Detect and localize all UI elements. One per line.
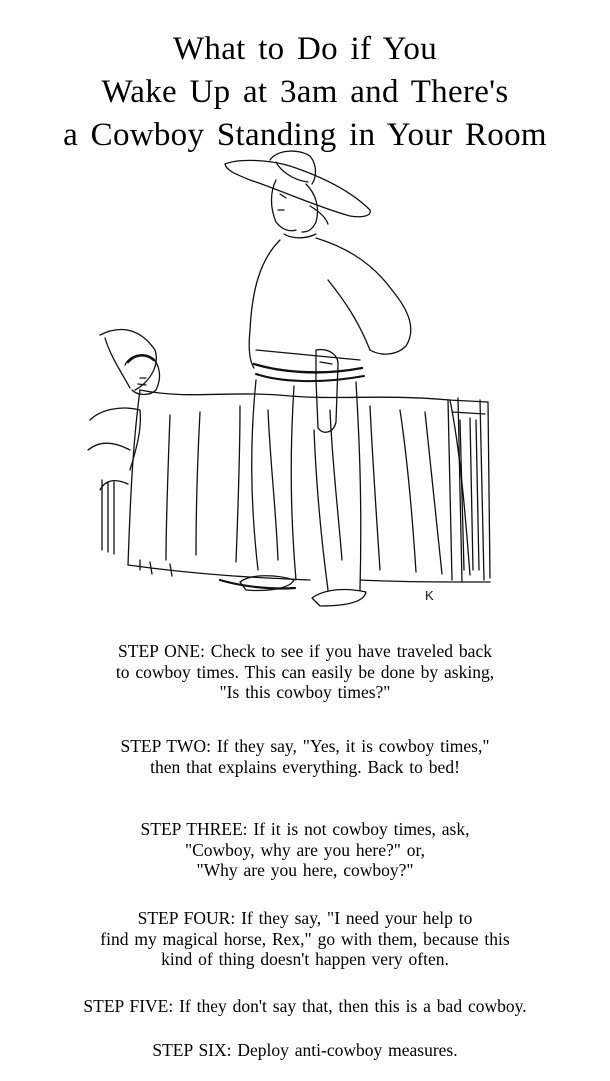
cowboy-hat xyxy=(225,151,370,217)
cowboy-body xyxy=(249,238,411,432)
illustrator-signature: K xyxy=(425,588,434,603)
step-two-line-1: STEP TWO: If they say, "Yes, it is cowboy times," xyxy=(120,736,490,756)
step-three-line-2: "Cowboy, why are you here?" or, xyxy=(184,839,426,860)
step-one xyxy=(0,641,610,703)
bed-blanket xyxy=(128,390,490,589)
cowboy-head xyxy=(272,180,329,238)
step-five xyxy=(0,996,610,1017)
cowboy-bedroom-illustration xyxy=(80,150,520,620)
step-four xyxy=(0,908,610,970)
step-four-line-2: find my magical horse, Rex," go with them, because this xyxy=(100,928,510,949)
cowboy-legs xyxy=(240,380,366,606)
title-line-1: What to Do if You xyxy=(172,31,438,67)
step-one-line-1: STEP ONE: Check to see if you have traveled back xyxy=(118,641,492,661)
step-three-line-3: "Why are you here, cowboy?" xyxy=(196,860,414,880)
step-one-line-2: to cowboy times. This can easily be done by asking, xyxy=(115,661,495,682)
step-five-line-1: STEP FIVE: If they don't say that, then this is a bad cowboy. xyxy=(83,996,527,1016)
title-line-3: a Cowboy Standing in Your Room xyxy=(63,117,547,153)
title-line-2: Wake Up at 3am and There's xyxy=(101,74,509,110)
page-title xyxy=(0,28,610,157)
step-two-line-2: then that explains everything. Back to bed! xyxy=(150,756,460,777)
step-one-line-3: "Is this cowboy times?" xyxy=(219,682,391,702)
step-four-line-1: STEP FOUR: If they say, "I need your help to xyxy=(137,908,473,928)
step-six-line-1: STEP SIX: Deploy anti-cowboy measures. xyxy=(152,1040,458,1060)
sleeping-person xyxy=(88,330,159,554)
step-three xyxy=(0,819,610,881)
step-four-line-3: kind of thing doesn't happen very often. xyxy=(161,949,449,969)
step-six xyxy=(0,1040,610,1061)
step-three-line-1: STEP THREE: If it is not cowboy times, ask, xyxy=(140,819,470,839)
step-two xyxy=(0,736,610,777)
